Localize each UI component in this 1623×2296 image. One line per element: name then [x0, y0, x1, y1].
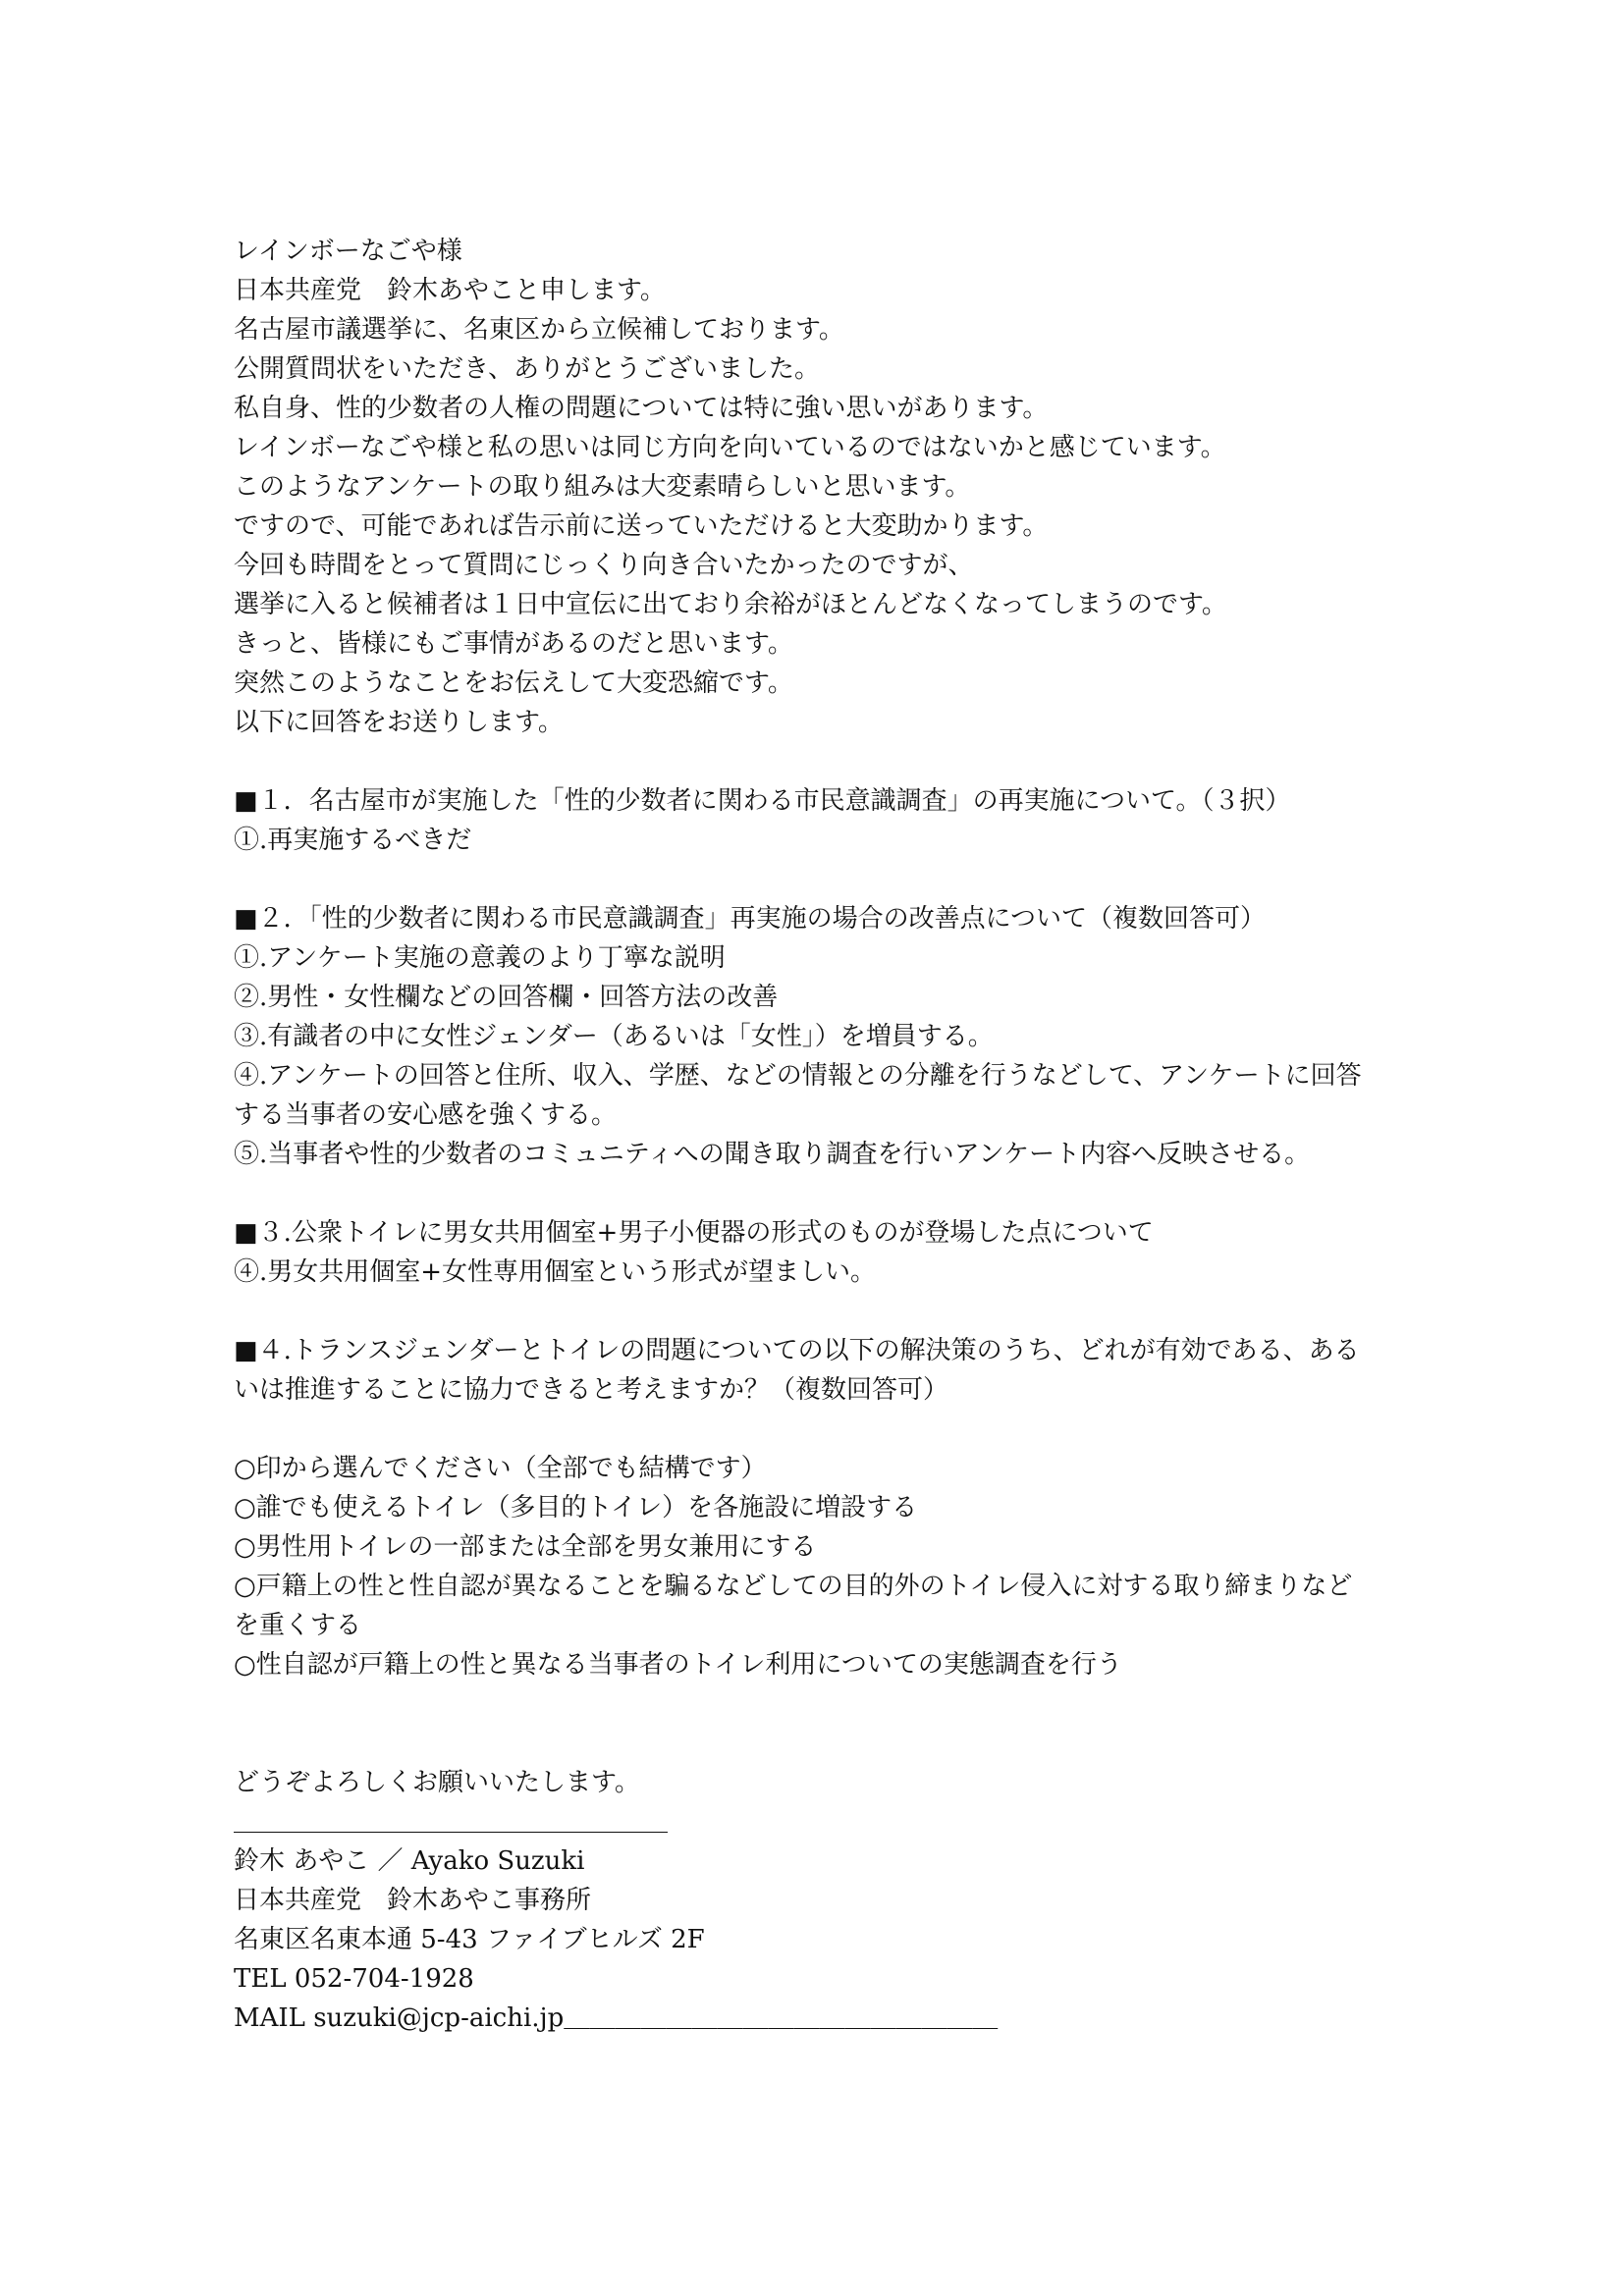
question-4-title: いは推進することに協力できると考えますか？（複数回答可） — [234, 1375, 949, 1405]
intro-line: レインボーなごや様 — [234, 237, 462, 266]
question-4-title: ■４.トランスジェンダーとトイレの問題についての以下の解決策のうち、どれが有効である、ある — [234, 1336, 1360, 1365]
spacer — [234, 742, 1412, 781]
question-4-answer: を重くする — [234, 1611, 362, 1640]
intro-line: 名古屋市議選挙に、名東区から立候補しております。 — [234, 315, 844, 345]
signature-tel: TEL 052-704-1928 — [234, 1964, 474, 1994]
question-2-answer: ①.アンケート実施の意義のより丁寧な説明 — [234, 943, 726, 973]
signature-name: 鈴木 あやこ ／ Ayako Suzuki — [234, 1846, 585, 1876]
question-1-title: ■１．名古屋市が実施した「性的少数者に関わる市民意識調査」の再実施について。（３択） — [234, 786, 1291, 816]
intro-line: ですので、可能であれば告示前に送っていただけると大変助かります。 — [234, 511, 1049, 541]
question-2-answer: ③.有識者の中に女性ジェンダー（あるいは「女性」）を増員する。 — [234, 1022, 994, 1051]
intro-line: きっと、皆様にもご事情があるのだと思います。 — [234, 629, 793, 659]
question-1-answer: ①.再実施するべきだ — [234, 826, 472, 855]
question-2-answer: ⑤.当事者や性的少数者のコミュニティへの聞き取り調査を行いアンケート内容へ反映させる。 — [234, 1140, 1311, 1169]
question-3-title: ■３.公衆トイレに男女共用個室+男子小便器の形式のものが登場した点について — [234, 1218, 1154, 1248]
intro-line: 日本共産党 鈴木あやこと申します。 — [234, 276, 666, 305]
question-4-answer: ○性自認が戸籍上の性と異なる当事者のトイレ利用についての実態調査を行う — [234, 1650, 1122, 1680]
intro-line: 今回も時間をとって質問にじっくり向き合いたかったのですが、 — [234, 551, 974, 580]
intro-line: 私自身、性的少数者の人権の問題については特に強い思いがあります。 — [234, 394, 1049, 423]
intro-line: このようなアンケートの取り組みは大変素晴らしいと思います。 — [234, 472, 971, 502]
intro-line: 公開質問状をいただき、ありがとうございました。 — [234, 354, 820, 384]
intro-line: 突然このようなことをお伝えして大変恐縮です。 — [234, 668, 793, 698]
question-4-answer: ○戸籍上の性と性自認が異なることを騙るなどしての目的外のトイレ侵入に対する取り締まりなど — [234, 1572, 1353, 1601]
question-2-answer: する当事者の安心感を強くする。 — [234, 1100, 618, 1130]
question-2-answer: ②.男性・女性欄などの回答欄・回答方法の改善 — [234, 983, 779, 1012]
signature-office: 日本共産党 鈴木あやこ事務所 — [234, 1886, 592, 1915]
signature-mail: MAIL suzuki@jcp-aichi.jp＿＿＿＿＿＿＿＿＿＿＿＿＿＿＿＿＿ — [234, 2003, 999, 2033]
question-2-title: ■２．「性的少数者に関わる市民意識調査」再実施の場合の改善点について（複数回答可） — [234, 904, 1267, 934]
spacer — [234, 860, 1412, 899]
signature-rule: ＿＿＿＿＿＿＿＿＿＿＿＿＿＿＿＿＿ — [234, 1807, 669, 1837]
question-2-answer: ④.アンケートの回答と住所、収入、学歴、などの情報との分離を行うなどして、アンケートに回答 — [234, 1061, 1362, 1091]
signature-address: 名東区名東本通 5-43 ファイブヒルズ 2F — [234, 1925, 705, 1954]
intro-line: レインボーなごや様と私の思いは同じ方向を向いているのではないかと感じています。 — [234, 433, 1226, 462]
spacer — [234, 1292, 1412, 1331]
question-3-answer: ④.男女共用個室+女性専用個室という形式が望ましい。 — [234, 1257, 877, 1287]
intro-line: 選挙に入ると候補者は１日中宣伝に出ており余裕がほとんどなくなってしまうのです。 — [234, 590, 1227, 619]
intro-line: 以下に回答をお送りします。 — [234, 708, 564, 737]
question-4-answer: ○印から選んでください（全部でも結構です） — [234, 1454, 767, 1483]
letter-body — [234, 232, 1412, 2038]
spacer — [234, 1174, 1412, 1213]
spacer — [234, 1410, 1412, 1449]
spacer — [234, 1684, 1412, 1763]
closing-line: どうぞよろしくお願いいたします。 — [234, 1768, 640, 1797]
question-4-answer: ○誰でも使えるトイレ（多目的トイレ）を各施設に増設する — [234, 1493, 918, 1522]
question-4-answer: ○男性用トイレの一部または全部を男女兼用にする — [234, 1532, 817, 1562]
